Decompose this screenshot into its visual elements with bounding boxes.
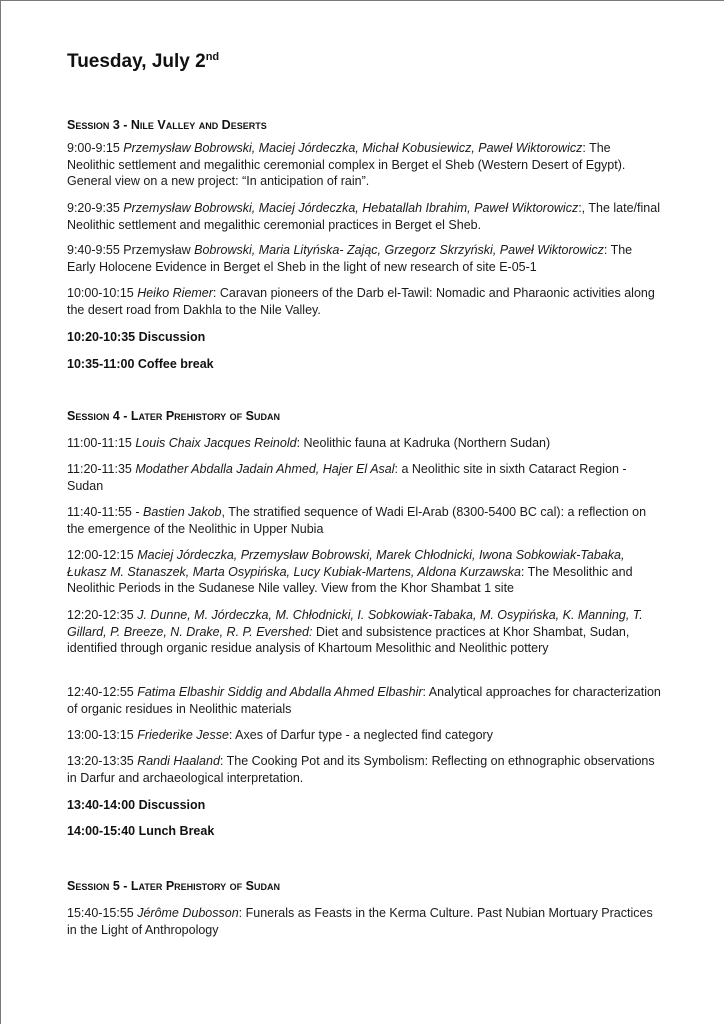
coffee-break: 10:35-11:00 Coffee break	[67, 357, 214, 371]
talk-item	[67, 684, 661, 717]
talk-item	[67, 905, 661, 938]
talk-time: 9:20-9:35	[67, 201, 124, 215]
talk-item	[67, 140, 661, 190]
talk-item	[67, 435, 661, 452]
talk-time: 12:40-12:55	[67, 685, 138, 699]
talk-item	[67, 753, 661, 786]
talk-time: 9:40-9:55	[67, 243, 124, 257]
discussion-break: 13:40-14:00 Discussion	[67, 798, 206, 812]
talk-authors: J. Dunne, M. Jórdeczka, M. Chłodnicki, I. Sobkowiak-Tabaka, M. Osypińska, K. Manning, T. Gillard, P. Breeze, N. Drake, R. P. Evershed:	[67, 608, 643, 639]
talk-authors-prefix: Przemysław	[123, 243, 195, 257]
talk-authors: Fatima Elbashir Siddig and Abdalla Ahmed Elbashir	[137, 685, 423, 699]
talk-time: 11:00-11:15	[67, 436, 136, 450]
talk-authors: Bastien Jakob	[142, 505, 222, 519]
session-5-heading: Session 5 - Later Prehistory of Sudan	[67, 879, 280, 893]
talk-authors: Modather Abdalla Jadain Ahmed, Hajer El Asal	[135, 462, 395, 476]
talk-time: 12:00-12:15	[67, 548, 138, 562]
talk-item	[67, 200, 661, 233]
talk-title: : Neolithic fauna at Kadruka (Northern Sudan)	[296, 436, 551, 450]
talk-item	[67, 547, 661, 597]
talk-title: : The Mesolithic and Neolithic Periods in the Sudanese Nile valley. View from the Khor Shambat 1 site	[67, 564, 633, 595]
talk-authors: Przemysław Bobrowski, Maciej Jórdeczka, Michał Kobusiewicz, Paweł Wiktorowicz	[123, 141, 583, 155]
day-title	[67, 51, 219, 73]
talk-title: , The stratified sequence of Wadi El-Arab (8300-5400 BC cal): a reflection on the emergence of the Neolithic in Upper Nubia	[67, 505, 647, 536]
talk-authors: Bobrowski, Maria Lityńska- Zając, Grzegorz Skrzyński, Paweł Wiktorowicz	[194, 243, 604, 257]
talk-authors: Louis Chaix Jacques Reinold	[135, 436, 297, 450]
talk-title: : Axes of Darfur type - a neglected find category	[228, 728, 493, 742]
talk-title: : Analytical approaches for characterization of organic residues in Neolithic materials	[67, 685, 661, 716]
talk-authors: Friederike Jesse	[137, 728, 229, 742]
day-title-suffix: nd	[205, 51, 220, 63]
talk-title: : Caravan pioneers of the Darb el-Tawil: Nomadic and Pharaonic activities along the desert road from Dakhla to the Nile Valley.	[67, 286, 655, 317]
talk-title: Diet and subsistence practices at Khor Shambat, Sudan, identified through organic residue analysis of Khartoum Mesolithic and Neolithic pottery	[67, 624, 630, 655]
talk-time: 13:20-13:35	[67, 754, 138, 768]
talk-item	[67, 727, 661, 744]
talk-authors: Heiko Riemer	[137, 286, 213, 300]
talk-time: 13:00-13:15	[67, 728, 138, 742]
talk-time: 11:20-11:35	[67, 462, 136, 476]
talk-authors: Randi Haaland	[137, 754, 220, 768]
talk-title: : The Early Holocene Evidence in Berget el Sheb in the light of new research of site E-05-1	[67, 243, 633, 274]
talk-item	[67, 461, 661, 494]
talk-item	[67, 242, 661, 275]
talk-time: 11:40-11:55 -	[67, 505, 143, 519]
talk-title: : Funerals as Feasts in the Kerma Culture. Past Nubian Mortuary Practices in the Light of Anthropology	[67, 906, 653, 937]
talk-title: : The Neolithic settlement and megalithic ceremonial complex in Berget el Sheb (Western Desert of Egypt). General view on a new project: “In anticipation of rain”.	[67, 141, 626, 188]
talk-item	[67, 504, 661, 537]
talk-item	[67, 607, 661, 657]
session-4-heading: Session 4 - Later Prehistory of Sudan	[67, 409, 280, 423]
talk-title: :, The late/final Neolithic settlement and megalithic ceremonial practices in Berget el Sheb.	[67, 201, 660, 232]
talk-item	[67, 285, 661, 318]
talk-time: 9:00-9:15	[67, 141, 124, 155]
day-title-text: Tuesday, July 2	[67, 51, 206, 72]
talk-authors: Jérôme Dubosson	[137, 906, 239, 920]
talk-authors: Maciej Jórdeczka, Przemysław Bobrowski, Marek Chłodnicki, Iwona Sobkowiak-Tabaka, Łukasz M. Stanaszek, Marta Osypińska, Lucy Kubiak-Martens, Aldona Kurzawska	[67, 548, 625, 579]
discussion-break: 10:20-10:35 Discussion	[67, 330, 206, 344]
talk-title: : a Neolithic site in sixth Cataract Region -Sudan	[67, 462, 627, 493]
talk-title: : The Cooking Pot and its Symbolism: Reflecting on ethnographic observations in Darfur and archaeological interpretation.	[67, 754, 655, 785]
talk-authors: Przemysław Bobrowski, Maciej Jórdeczka, Hebatallah Ibrahim, Paweł Wiktorowicz	[123, 201, 579, 215]
lunch-break: 14:00-15:40 Lunch Break	[67, 824, 215, 838]
talk-time: 10:00-10:15	[67, 286, 138, 300]
session-3-heading: Session 3 - Nile Valley and Deserts	[67, 118, 267, 132]
talk-time: 12:20-12:35	[67, 608, 138, 622]
talk-time: 15:40-15:55	[67, 906, 138, 920]
